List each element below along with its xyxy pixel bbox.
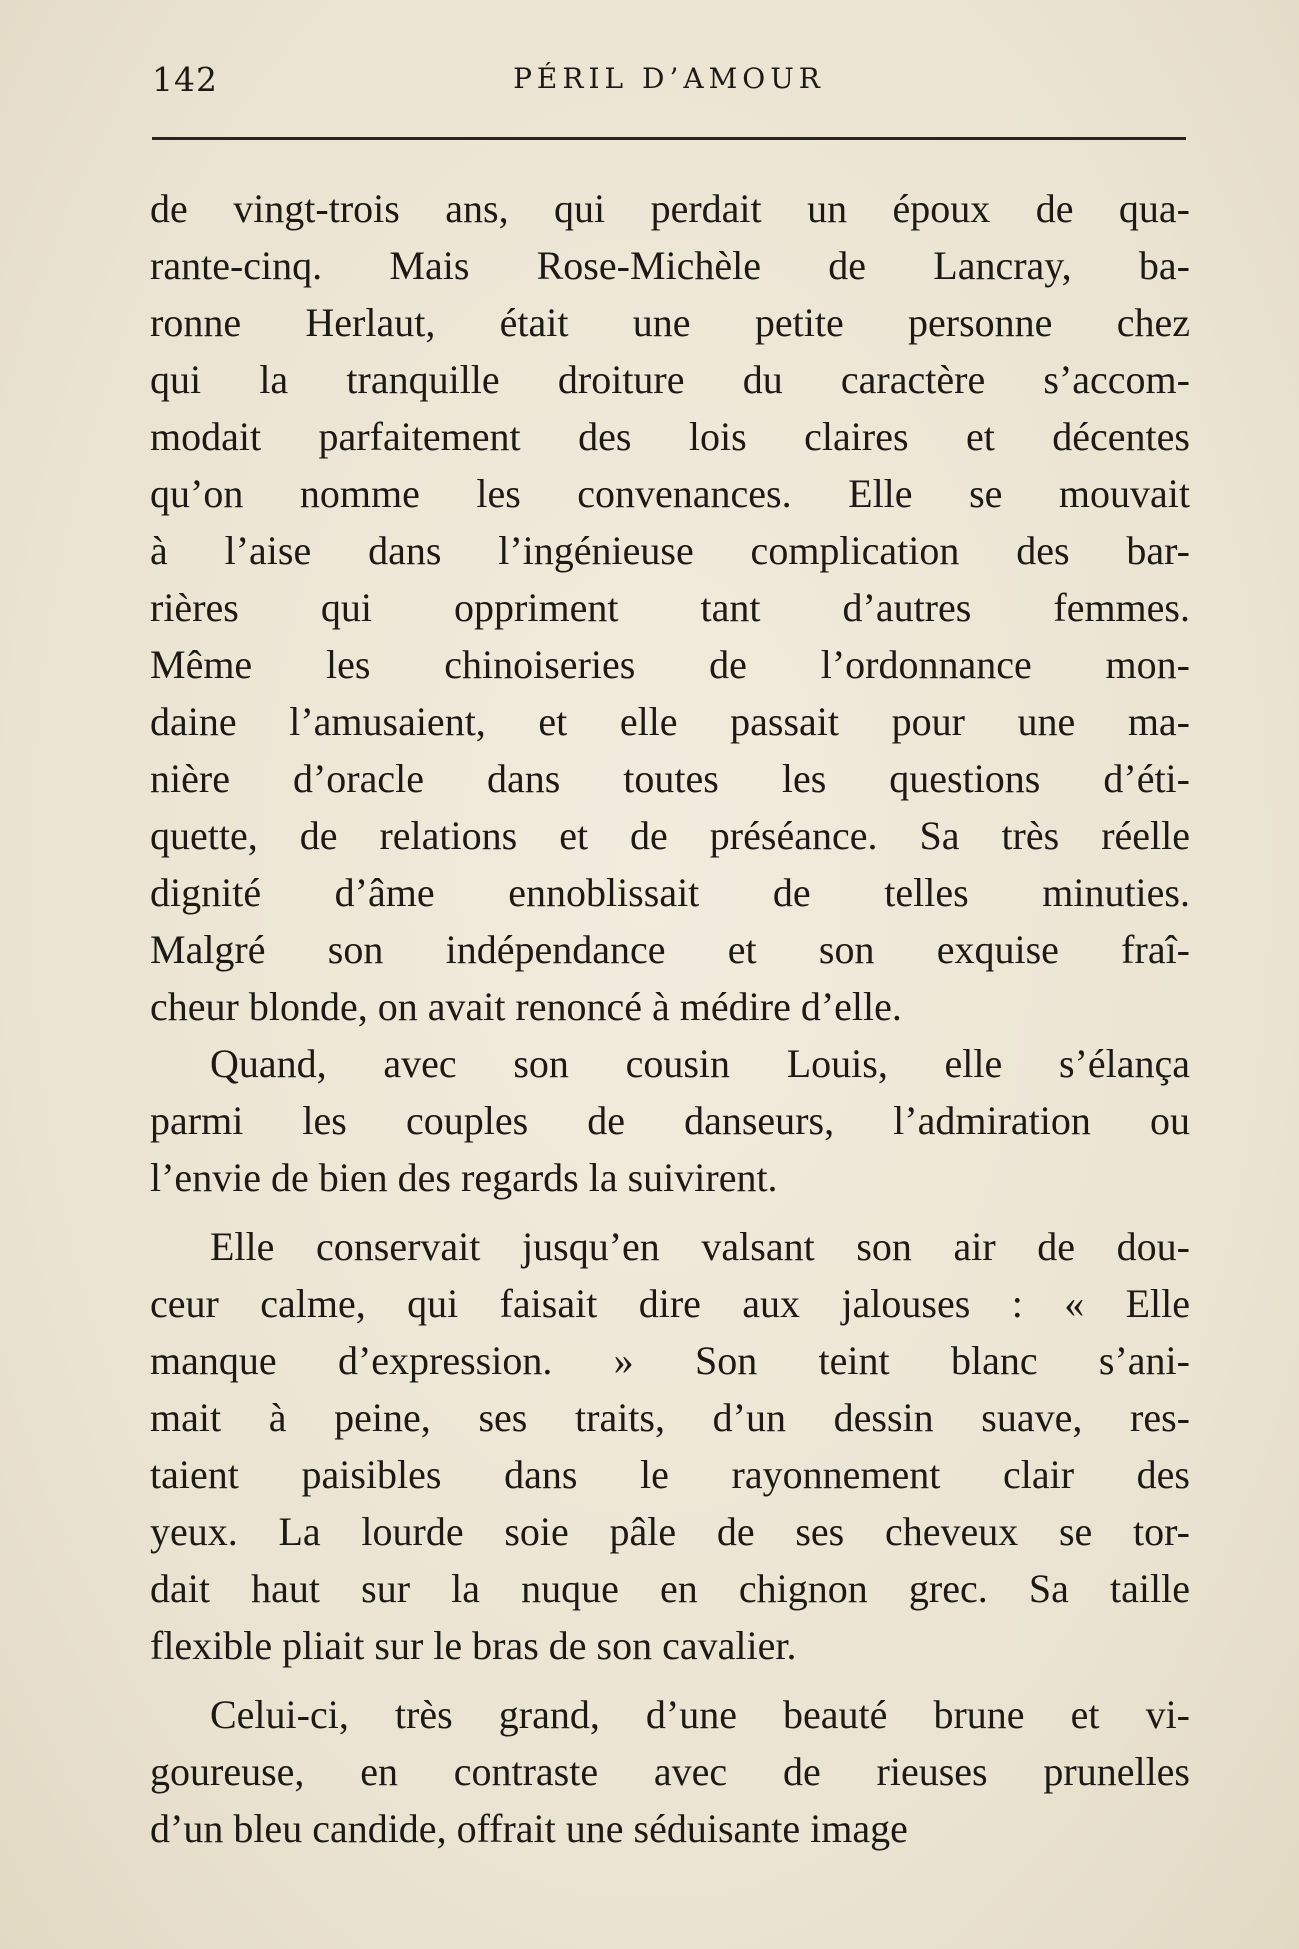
text-line: ronne Herlaut, était une petite personne chez <box>150 300 1190 345</box>
text-line: parmi les couples de danseurs, l’admiration ou <box>150 1098 1190 1143</box>
text-line: goureuse, en contraste avec de rieuses prunelles <box>150 1749 1190 1794</box>
text-line: nière d’oracle dans toutes les questions d’éti- <box>150 756 1190 801</box>
paragraph-gap <box>150 1674 1190 1686</box>
paragraph <box>150 1035 1190 1206</box>
text-line: dait haut sur la nuque en chignon grec. Sa taille <box>150 1566 1190 1611</box>
text-line: manque d’expression. » Son teint blanc s’ani- <box>150 1338 1190 1383</box>
text-line: qui la tranquille droiture du caractère s’accom- <box>150 357 1190 402</box>
page-number: 142 <box>152 60 218 99</box>
text-line: Elle conservait jusqu’en valsant son air de dou- <box>210 1224 1190 1269</box>
header-rule <box>152 137 1186 140</box>
paragraph <box>150 1686 1190 1857</box>
paragraph <box>150 1218 1190 1674</box>
text-line: Malgré son indépendance et son exquise fraî- <box>150 927 1190 972</box>
text-line: Celui-ci, très grand, d’une beauté brune et vi- <box>210 1692 1190 1737</box>
text-line: mait à peine, ses traits, d’un dessin suave, res- <box>150 1395 1190 1440</box>
text-line: l’envie de bien des regards la suivirent. <box>150 1155 778 1200</box>
body-text <box>150 180 1190 1857</box>
text-line: dignité d’âme ennoblissait de telles minuties. <box>150 870 1190 915</box>
paragraph <box>150 180 1190 1035</box>
text-line: daine l’amusaient, et elle passait pour une ma- <box>150 699 1190 744</box>
text-line: flexible pliait sur le bras de son cavalier. <box>150 1623 797 1668</box>
text-line: de vingt-trois ans, qui perdait un époux de qua- <box>150 186 1190 231</box>
text-line: Quand, avec son cousin Louis, elle s’élança <box>210 1041 1190 1086</box>
text-line: Même les chinoiseries de l’ordonnance mon- <box>150 642 1190 687</box>
text-line: ceur calme, qui faisait dire aux jalouses : « Elle <box>150 1281 1190 1326</box>
text-line: quette, de relations et de préséance. Sa très réelle <box>150 813 1190 858</box>
text-line: cheur blonde, on avait renoncé à médire d’elle. <box>150 984 902 1029</box>
text-line: d’un bleu candide, offrait une séduisante image <box>150 1806 908 1851</box>
text-line: rières qui oppriment tant d’autres femmes. <box>150 585 1190 630</box>
text-line: modait parfaitement des lois claires et décentes <box>150 414 1190 459</box>
text-line: yeux. La lourde soie pâle de ses cheveux se tor- <box>150 1509 1190 1554</box>
text-line: taient paisibles dans le rayonnement clair des <box>150 1452 1190 1497</box>
text-line: à l’aise dans l’ingénieuse complication des bar- <box>150 528 1190 573</box>
running-head: PÉRIL D’AMOUR <box>513 62 825 95</box>
text-line: qu’on nomme les convenances. Elle se mouvait <box>150 471 1190 516</box>
text-line: rante-cinq. Mais Rose-Michèle de Lancray, ba- <box>150 243 1190 288</box>
paragraph-gap <box>150 1206 1190 1218</box>
page-header <box>152 60 1186 110</box>
